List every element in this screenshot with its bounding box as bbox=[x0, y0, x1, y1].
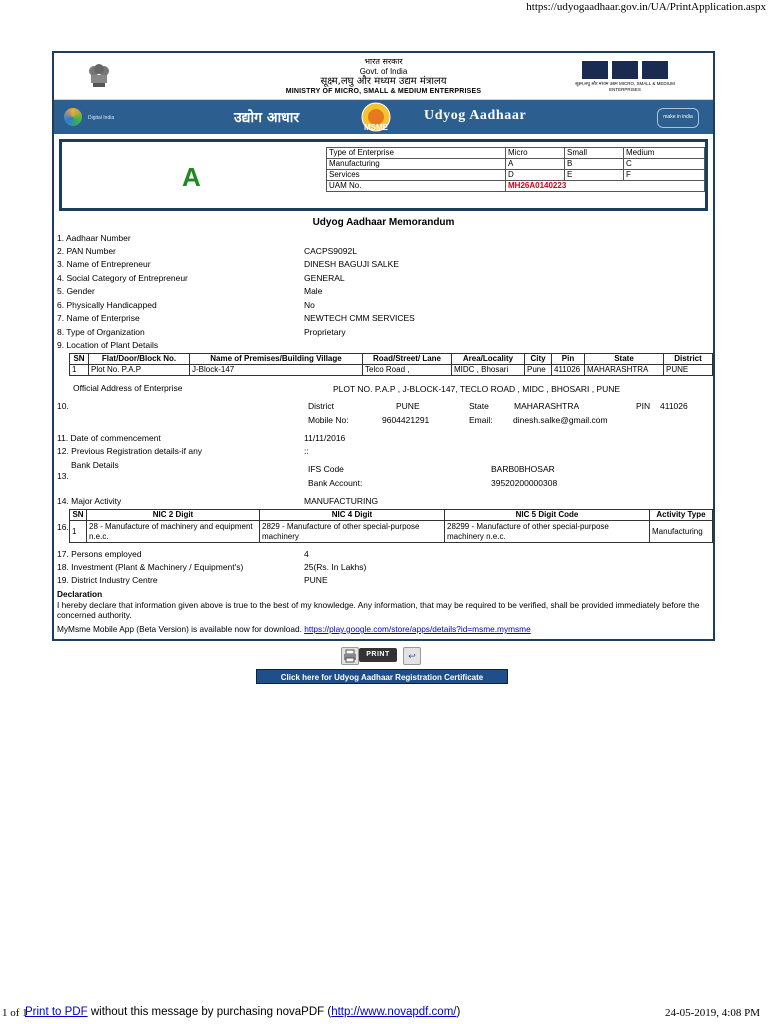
field-label: 3. Name of Entrepreneur bbox=[57, 259, 151, 269]
mobile-app-note bbox=[57, 624, 707, 634]
field-value: Proprietary bbox=[304, 327, 346, 337]
ifs-label: IFS Code bbox=[308, 464, 344, 474]
field-district-industry-centre bbox=[57, 574, 707, 586]
table-header-row bbox=[70, 510, 713, 521]
table-cell: 411026 bbox=[552, 365, 585, 376]
field-commencement bbox=[57, 432, 707, 444]
table-cell: Pune bbox=[525, 365, 552, 376]
make-in-india-logo: make in india bbox=[657, 108, 699, 128]
banner-title-english: Udyog Aadhaar bbox=[424, 108, 527, 123]
field-label: 5. Gender bbox=[57, 286, 95, 296]
novapdf-url-link[interactable]: http://www.novapdf.com/ bbox=[331, 1006, 457, 1018]
table-cell: Medium bbox=[624, 148, 705, 159]
field-plant-location bbox=[57, 339, 707, 351]
table-cell: Plot No. P.A.P bbox=[89, 365, 190, 376]
table-cell: C bbox=[624, 159, 705, 170]
field-value: DINESH BAGUJI SALKE bbox=[304, 259, 399, 269]
ministry-english: MINISTRY OF MICRO, SMALL & MEDIUM ENTERPRISES bbox=[285, 88, 482, 95]
ministry-header bbox=[54, 53, 713, 100]
field-label: 4. Social Category of Entrepreneur bbox=[57, 273, 188, 283]
table-cell: F bbox=[624, 170, 705, 181]
column-header: SN bbox=[70, 510, 87, 521]
table-cell: PUNE bbox=[664, 365, 713, 376]
field-label: 8. Type of Organization bbox=[57, 327, 145, 337]
nic-number: 16. bbox=[57, 522, 69, 532]
column-header: NIC 4 Digit bbox=[260, 510, 445, 521]
field-aadhaar bbox=[57, 232, 707, 244]
email-value: dinesh.salke@gmail.com bbox=[513, 415, 608, 425]
field-social-category bbox=[57, 272, 707, 284]
email-label: Email: bbox=[469, 415, 493, 425]
official-address: PLOT NO. P.A.P , J-BLOCK-147, TECLO ROAD , MIDC , BHOSARI , PUNE bbox=[333, 384, 621, 394]
print-toolbar bbox=[341, 647, 421, 665]
column-header: Area/Locality bbox=[452, 354, 525, 365]
digital-india-logo bbox=[64, 106, 124, 128]
uam-number: MH26A0140223 bbox=[506, 181, 705, 192]
field-label: 1. Aadhaar Number bbox=[57, 233, 131, 243]
field-label: 14. Major Activity bbox=[57, 496, 122, 506]
ifs-value: BARB0BHOSAR bbox=[491, 464, 555, 474]
back-arrow-icon[interactable]: ↩ bbox=[403, 647, 421, 665]
table-cell: 2829 - Manufacture of other special-purpose machinery bbox=[260, 521, 445, 543]
table-cell: D bbox=[506, 170, 565, 181]
table-cell: 28 - Manufacture of machinery and equipment n.e.c. bbox=[87, 521, 260, 543]
column-header: District bbox=[664, 354, 713, 365]
udyog-aadhaar-banner bbox=[54, 100, 713, 134]
field-value: NEWTECH CMM SERVICES bbox=[304, 313, 415, 323]
application-frame bbox=[52, 51, 715, 641]
field-gender bbox=[57, 285, 707, 297]
table-cell: Small bbox=[565, 148, 624, 159]
field-label: 11. Date of commencement bbox=[57, 433, 161, 443]
column-header: Flat/Door/Block No. bbox=[89, 354, 190, 365]
mobile-app-link[interactable]: https://play.google.com/store/apps/details?id=msme.mymsme bbox=[304, 624, 531, 634]
bank-account-value: 39520200000308 bbox=[491, 478, 558, 488]
enterprise-grade: A bbox=[182, 162, 201, 192]
table-row bbox=[327, 159, 705, 170]
field-value: :: bbox=[304, 446, 309, 456]
ministry-hindi: सूक्ष्म,लघु और मध्यम उद्यम मंत्रालय bbox=[320, 76, 447, 87]
column-header: Activity Type bbox=[650, 510, 713, 521]
enterprise-type-panel bbox=[59, 139, 708, 211]
field-label: 9. Location of Plant Details bbox=[57, 340, 159, 350]
table-row bbox=[327, 181, 705, 192]
seal-label: MSME bbox=[364, 123, 388, 132]
field-pan bbox=[57, 245, 707, 257]
field-value: GENERAL bbox=[304, 273, 345, 283]
column-header: SN bbox=[70, 354, 89, 365]
column-header: Name of Premises/Building Village bbox=[190, 354, 363, 365]
digital-india-text: Digital India bbox=[88, 115, 115, 121]
column-header: NIC 5 Digit Code bbox=[445, 510, 650, 521]
table-cell: B bbox=[565, 159, 624, 170]
field-enterprise-name bbox=[57, 312, 707, 324]
field-value: Male bbox=[304, 286, 323, 296]
banner-title-hindi: उद्योग आधार bbox=[234, 110, 300, 126]
field-label: 6. Physically Handicapped bbox=[57, 300, 157, 310]
official-address-number: 10. bbox=[57, 401, 69, 411]
print-to-pdf-link[interactable]: Print to PDF bbox=[25, 1006, 88, 1018]
bank-details-label: Bank Details bbox=[71, 460, 119, 470]
pdf-footer bbox=[0, 1006, 768, 1022]
field-label: 7. Name of Enterprise bbox=[57, 313, 140, 323]
column-header: Road/Street/ Lane bbox=[363, 354, 452, 365]
field-investment bbox=[57, 561, 707, 573]
page-url: https://udyogaadhaar.gov.in/UA/PrintApplication.aspx bbox=[526, 1, 766, 13]
field-value: 4 bbox=[304, 549, 309, 559]
field-label: 2. PAN Number bbox=[57, 246, 116, 256]
msme-seal-icon bbox=[344, 102, 408, 132]
printer-icon[interactable] bbox=[341, 647, 359, 665]
table-cell: Type of Enterprise bbox=[327, 148, 506, 159]
column-header: State bbox=[585, 354, 664, 365]
table-row bbox=[70, 521, 713, 543]
table-cell: 1 bbox=[70, 521, 87, 543]
field-value: CACPS9092L bbox=[304, 246, 357, 256]
memorandum-title: Udyog Aadhaar Memorandum bbox=[312, 217, 455, 228]
table-cell: 28299 - Manufacture of other special-purpose machinery n.e.c. bbox=[445, 521, 650, 543]
table-cell: A bbox=[506, 159, 565, 170]
bank-details-number: 13. bbox=[57, 471, 69, 481]
table-cell: 1 bbox=[70, 365, 89, 376]
gov-english: Govt. of India bbox=[359, 67, 408, 76]
table-cell: E bbox=[565, 170, 624, 181]
page-counter: 1 of 1 bbox=[2, 1007, 28, 1019]
column-header: NIC 2 Digit bbox=[87, 510, 260, 521]
pin-label: PIN bbox=[636, 401, 651, 411]
field-label: 17. Persons employed bbox=[57, 549, 142, 559]
enterprise-type-table bbox=[326, 147, 705, 192]
table-cell: Manufacturing bbox=[327, 159, 506, 170]
field-value: No bbox=[304, 300, 315, 310]
pin-value: 411026 bbox=[660, 401, 688, 411]
table-row bbox=[70, 365, 713, 376]
digital-india-icon bbox=[64, 108, 82, 126]
print-button[interactable]: PRINT bbox=[359, 648, 397, 662]
table-header-row bbox=[70, 354, 713, 365]
field-handicapped bbox=[57, 299, 707, 311]
table-cell: Services bbox=[327, 170, 506, 181]
declaration-text: I hereby declare that information given above is true to the best of my knowledge. Any information, that may be required to be verified, shall be provided immediately before the concerned authority. bbox=[57, 600, 700, 620]
official-address-label: Official Address of Enterprise bbox=[73, 383, 183, 393]
bank-account-label: Bank Account: bbox=[308, 478, 363, 488]
field-entrepreneur bbox=[57, 258, 707, 270]
table-row bbox=[327, 148, 705, 159]
field-label: 12. Previous Registration details-if any bbox=[57, 446, 203, 456]
msme-logo bbox=[565, 61, 685, 92]
state-label: State bbox=[469, 401, 489, 411]
novapdf-text-end: ) bbox=[456, 1006, 461, 1018]
plant-details-table bbox=[69, 353, 713, 376]
uam-label: UAM No. bbox=[327, 181, 506, 192]
novapdf-message bbox=[25, 1006, 460, 1018]
field-value: PUNE bbox=[304, 575, 328, 585]
msme-logo-subtitle: सूक्ष्म,लघु और मध्यम उद्यम MICRO, SMALL & MEDIUM ENTERPRISES bbox=[575, 81, 675, 92]
print-datetime: 24-05-2019, 4:08 PM bbox=[664, 1007, 760, 1019]
registration-certificate-button[interactable]: Click here for Udyog Aadhaar Registration Certificate bbox=[256, 669, 508, 684]
table-cell: MAHARASHTRA bbox=[585, 365, 664, 376]
field-value: MANUFACTURING bbox=[304, 496, 379, 506]
mobile-app-text: MyMsme Mobile App (Beta Version) is available now for download. bbox=[57, 624, 302, 634]
table-cell: Manufacturing bbox=[650, 521, 713, 543]
field-value: 11/11/2016 bbox=[304, 433, 346, 443]
table-cell: MIDC , Bhosari bbox=[452, 365, 525, 376]
mobile-label: Mobile No: bbox=[308, 415, 349, 425]
district-label: District bbox=[308, 401, 334, 411]
mobile-value: 9604421291 bbox=[382, 415, 430, 425]
table-cell: Micro bbox=[506, 148, 565, 159]
state-value: MAHARASHTRA bbox=[514, 401, 580, 411]
table-cell: Telco Road , bbox=[363, 365, 452, 376]
table-row bbox=[327, 170, 705, 181]
field-label: 19. District Industry Centre bbox=[57, 575, 158, 585]
column-header: City bbox=[525, 354, 552, 365]
field-persons-employed bbox=[57, 548, 707, 560]
declaration-title: Declaration bbox=[57, 589, 103, 599]
gov-hindi: भारत सरकार bbox=[364, 57, 403, 66]
field-label: 18. Investment (Plant & Machinery / Equipment's) bbox=[57, 562, 244, 572]
field-major-activity bbox=[57, 495, 707, 507]
column-header: Pin bbox=[552, 354, 585, 365]
district-value: PUNE bbox=[396, 401, 420, 411]
field-organization-type bbox=[57, 326, 707, 338]
field-value: 25(Rs. In Lakhs) bbox=[304, 562, 367, 572]
field-previous-registration bbox=[57, 445, 707, 457]
nic-table bbox=[69, 509, 713, 543]
novapdf-text: without this message by purchasing novaPDF ( bbox=[87, 1006, 332, 1018]
table-cell: J-Block-147 bbox=[190, 365, 363, 376]
